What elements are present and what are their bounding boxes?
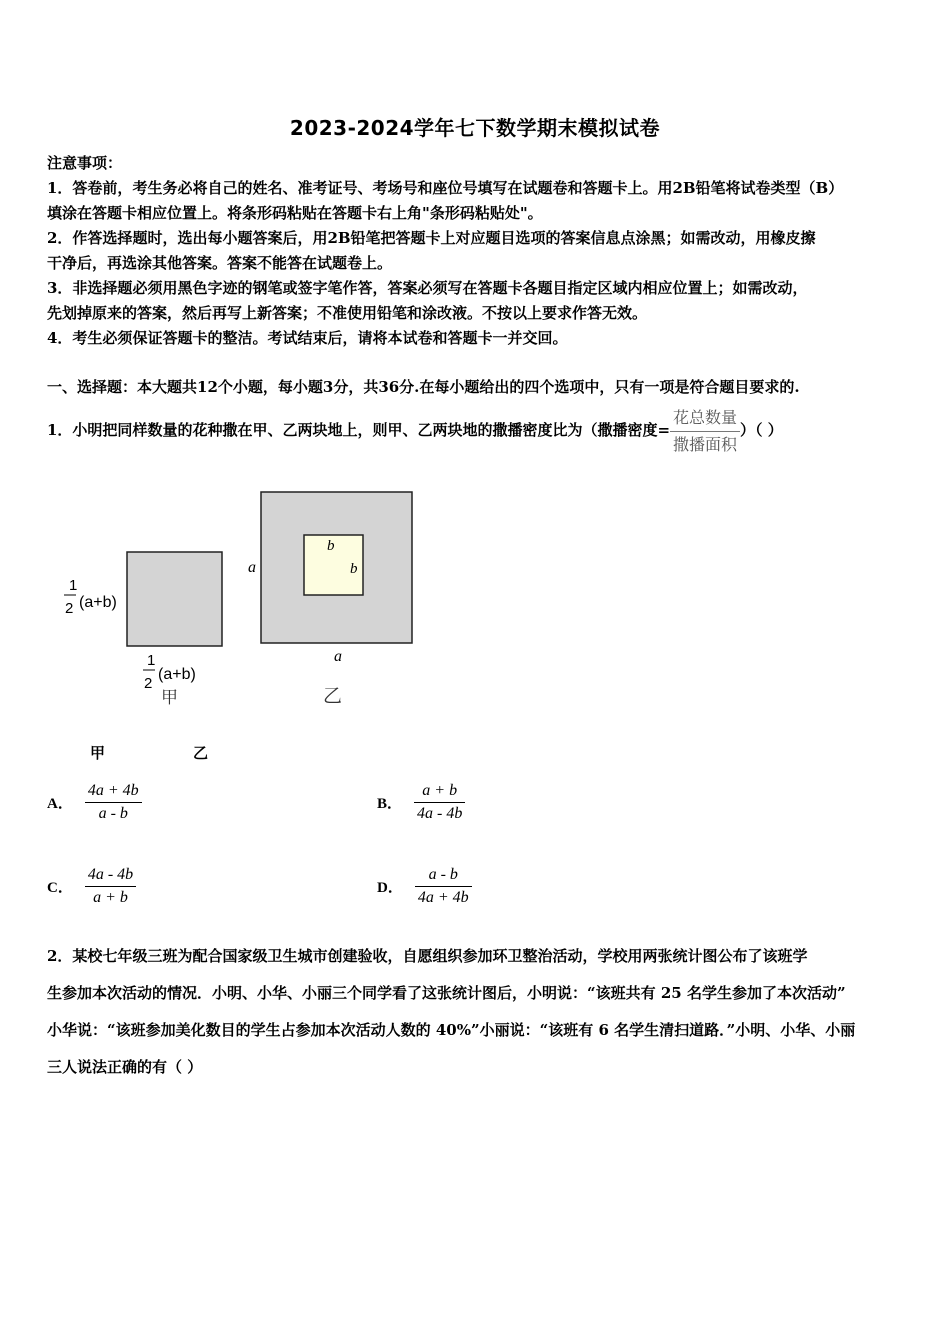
option-d-num: a - b	[428, 865, 458, 883]
question-1-stem	[47, 400, 783, 460]
option-b-num: a + b	[422, 781, 458, 799]
question-2-line: 小华说：“该班参加美化数目的学生占参加本次活动人数的 40%”小丽说：“该班有 6 名学生清扫道路．”小明、小华、小丽	[47, 1021, 856, 1039]
question-2-line: 生参加本次活动的情况．小明、小华、小丽三个同学看了这张统计图后，小明说：“该班共有 25 名学生参加了本次活动”	[47, 984, 846, 1002]
question-2-line: 2．某校七年级三班为配合国家级卫生城市创建验收，自愿组织参加环卫整治活动，学校用两张统计图公布了该班学	[47, 947, 808, 965]
option-d-fraction	[415, 866, 472, 907]
notice-heading: 注意事项：	[47, 154, 123, 172]
option-d-den: 4a + 4b	[415, 886, 472, 907]
caption-jia: 甲	[90, 744, 106, 762]
jia-half-num-bottom: 1	[147, 652, 156, 669]
jia-square	[127, 552, 222, 646]
notice-line: 干净后，再选涂其他答案。答案不能答在试题卷上。	[47, 254, 393, 272]
density-denominator: 撒播面积	[670, 431, 740, 456]
option-c-fraction	[85, 866, 136, 907]
density-numerator: 花总数量	[673, 407, 738, 427]
option-a[interactable]	[47, 774, 142, 830]
option-d-letter: D．	[377, 879, 403, 896]
option-b-letter: B．	[377, 795, 403, 812]
notice-line: 3．非选择题必须用黑色字迹的钢笔或签字笔作答，答案必须写在答题卡各题目指定区域内相应位置上；如需改动，	[47, 279, 808, 297]
page-title: 2023-2024学年七下数学期末模拟试卷	[289, 116, 661, 140]
option-a-letter: A．	[47, 795, 73, 812]
option-c-num: 4a - 4b	[87, 865, 134, 883]
yi-b-right-label: b	[350, 561, 358, 577]
question-1-tail: ）（ ）	[740, 421, 783, 439]
yi-b-top-label: b	[327, 538, 335, 554]
jia-half-den-bottom: 2	[144, 675, 153, 692]
jia-side-left-label: (a+b)	[79, 594, 117, 611]
option-b-den: 4a - 4b	[414, 802, 465, 823]
question-1-text: 1．小明把同样数量的花种撒在甲、乙两块地上，则甲、乙两块地的撒播密度比为（撒播密度=	[47, 421, 671, 439]
question-1-figure	[55, 485, 425, 715]
section-heading: 一、选择题：本大题共12个小题，每小题3分，共36分.在每小题给出的四个选项中，只有一项是符合题目要求的.	[47, 378, 800, 396]
option-d[interactable]	[377, 858, 472, 914]
yi-a-left-label: a	[248, 559, 256, 576]
jia-half-num: 1	[69, 577, 78, 594]
jia-side-bottom-label: (a+b)	[158, 666, 196, 683]
notice-line: 填涂在答题卡相应位置上。将条形码粘贴在答题卡右上角"条形码粘贴处"。	[47, 204, 543, 222]
yi-figure-label: 乙	[323, 685, 343, 707]
question-2-line: 三人说法正确的有（ ）	[47, 1058, 203, 1076]
density-fraction	[670, 407, 740, 456]
notice-line: 先划掉原来的答案，然后再写上新答案；不准使用铅笔和涂改液。不按以上要求作答无效。	[47, 304, 648, 322]
caption-yi: 乙	[193, 744, 209, 762]
notice-line: 4．考生必须保证答题卡的整洁。考试结束后，请将本试卷和答题卡一并交回。	[47, 329, 568, 347]
option-c[interactable]	[47, 858, 136, 914]
option-a-num: 4a + 4b	[87, 781, 139, 799]
notice-line: 2．作答选择题时，选出每小题答案后，用2B铅笔把答题卡上对应题目选项的答案信息点涂黑；如需改动，用橡皮擦	[47, 229, 816, 247]
notice-line: 1．答卷前，考生务必将自己的姓名、准考证号、考场号和座位号填写在试题卷和答题卡上。用2B铅笔将试卷类型（B）	[47, 179, 844, 197]
option-c-letter: C．	[47, 879, 73, 896]
yi-a-bottom-label: a	[334, 648, 342, 665]
option-b[interactable]	[377, 774, 465, 830]
option-a-fraction	[85, 782, 142, 823]
jia-figure-label: 甲	[161, 688, 178, 708]
jia-half-den: 2	[65, 600, 74, 617]
option-c-den: a + b	[85, 886, 136, 907]
option-a-den: a - b	[85, 802, 142, 823]
option-b-fraction	[414, 782, 465, 823]
